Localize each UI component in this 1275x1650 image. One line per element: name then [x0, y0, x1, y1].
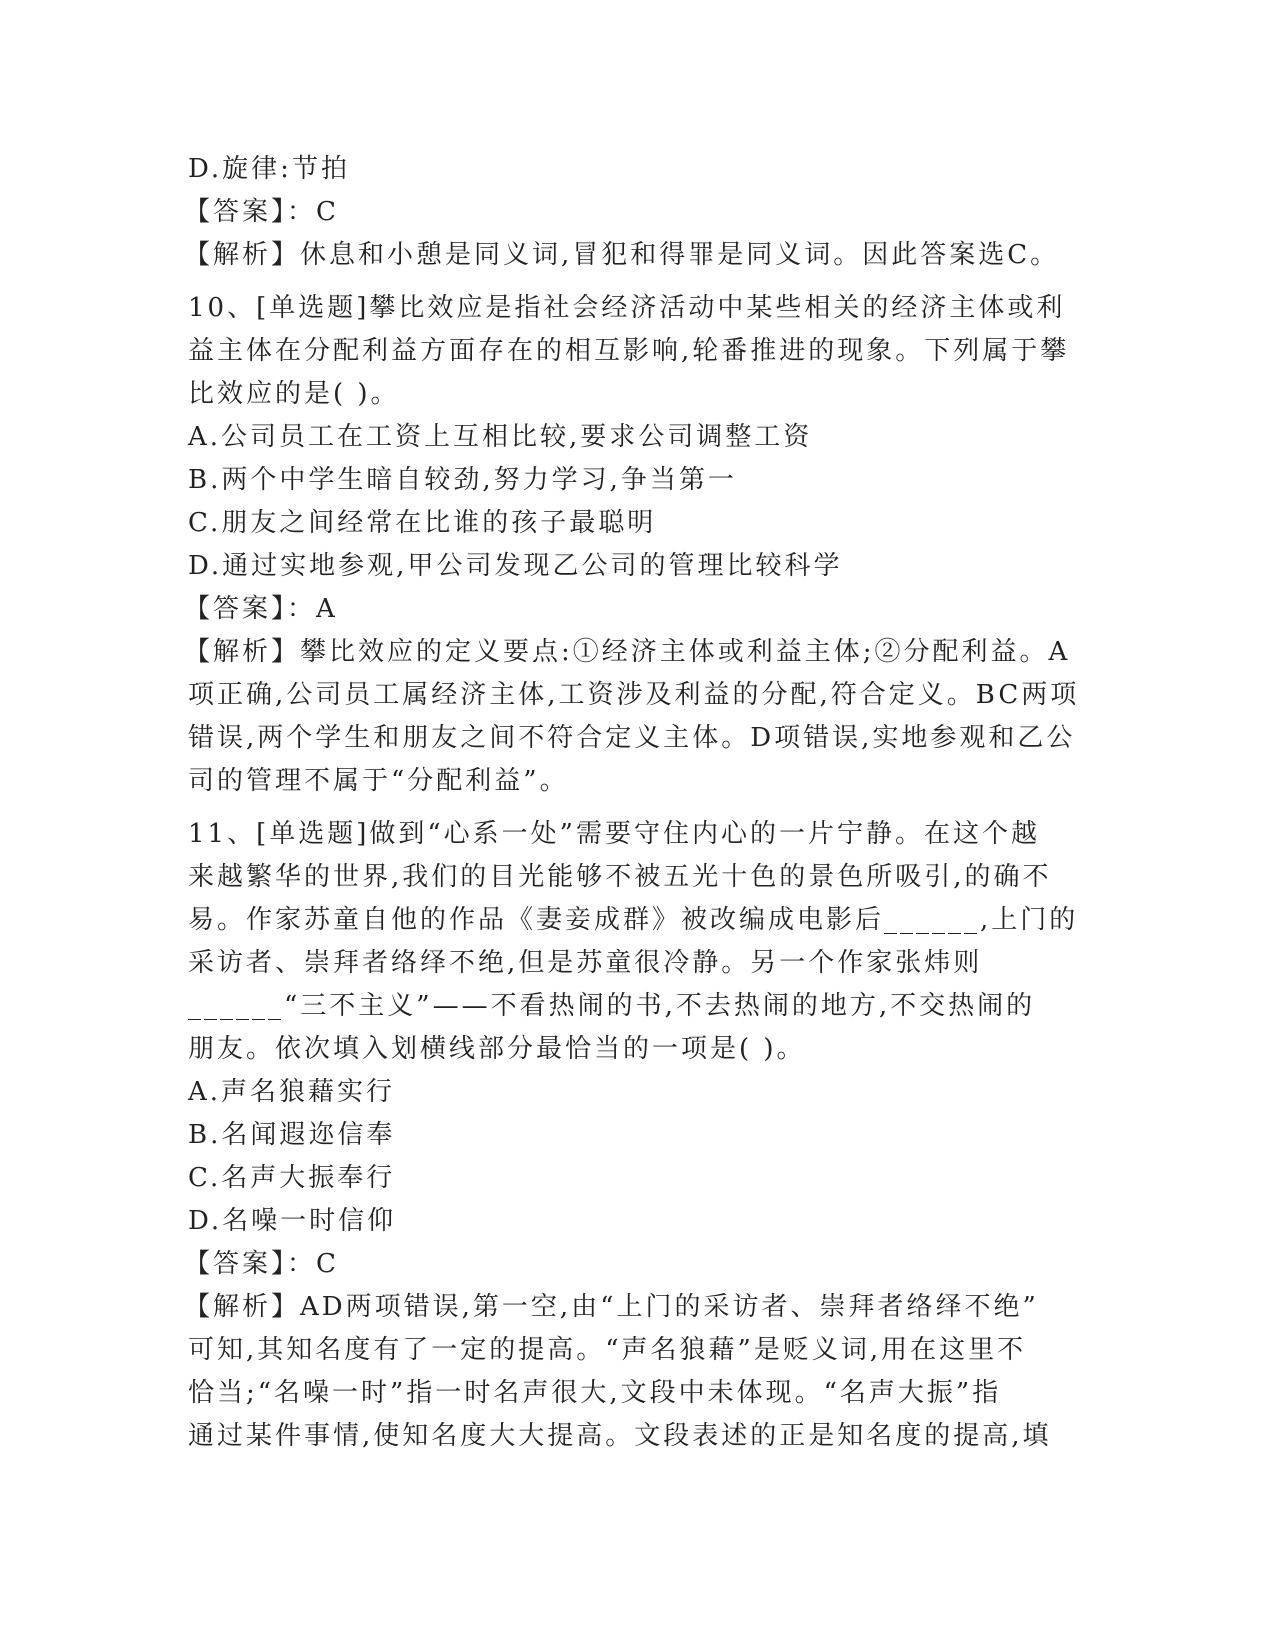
option-c: C.朋友之间经常在比谁的孩子最聪明: [188, 508, 657, 538]
question-stem-line: 比效应的是( )。: [188, 379, 400, 409]
question-stem-line: 益主体在分配利益方面存在的相互影响,轮番推进的现象。下列属于攀: [188, 336, 1070, 366]
explanation-line: 【解析】AD两项错误,第一空,由“上门的采访者、崇拜者络绎不绝”: [184, 1292, 1039, 1322]
explanation-line: 项正确,公司员工属经济主体,工资涉及利益的分配,符合定义。BC两项: [188, 680, 1080, 710]
explanation-line: 【解析】攀比效应的定义要点:①经济主体或利益主体;②分配利益。A: [184, 637, 1071, 667]
question-stem-line: 朋友。依次填入划横线部分最恰当的一项是( )。: [188, 1034, 806, 1064]
answer-line: 【答案】：A: [184, 594, 338, 624]
explanation-line: 【解析】休息和小憩是同义词,冒犯和得罪是同义词。因此答案选C。: [184, 240, 1060, 270]
document-page: [184, 148, 1088, 1458]
question-11: [184, 813, 1088, 1458]
option-d: D.名噪一时信仰: [188, 1206, 397, 1236]
carryover-block: [184, 148, 1088, 277]
explanation-line: 司的管理不属于“分配利益”。: [188, 766, 569, 796]
question-stem-line: ______“三不主义”——不看热闹的书,不去热闹的地方,不交热闹的: [188, 991, 1036, 1021]
option-b: B.两个中学生暗自较劲,努力学习,争当第一: [188, 465, 737, 495]
option-d: D.通过实地参观,甲公司发现乙公司的管理比较科学: [188, 551, 843, 581]
explanation-line: 恰当;“名噪一时”指一时名声很大,文段中未体现。“名声大振”指: [188, 1378, 1002, 1408]
option-a: A.声名狼藉实行: [188, 1077, 396, 1107]
question-stem-line: 来越繁华的世界,我们的目光能够不被五光十色的景色所吸引,的确不: [188, 862, 1052, 892]
question-stem-line: 11、[单选题]做到“心系一处”需要守住内心的一片宁静。在这个越: [188, 819, 1040, 849]
answer-line: 【答案】：C: [184, 1249, 339, 1279]
explanation-line: 通过某件事情,使知名度大大提高。文段表述的正是知名度的提高,填: [188, 1421, 1052, 1451]
question-stem-line: 10、[单选题]攀比效应是指社会经济活动中某些相关的经济主体或利: [188, 293, 1066, 323]
option-a: A.公司员工在工资上互相比较,要求公司调整工资: [188, 422, 813, 452]
option-d: D.旋律:节拍: [188, 154, 350, 184]
answer-line: 【答案】：C: [184, 197, 339, 227]
option-c: C.名声大振奉行: [188, 1163, 396, 1193]
question-stem-line: 采访者、崇拜者络绎不绝,但是苏童很冷静。另一个作家张炜则: [188, 948, 983, 978]
option-b: B.名闻遐迩信奉: [188, 1120, 396, 1150]
explanation-line: 可知,其知名度有了一定的提高。“声名狼藉”是贬义词,用在这里不: [188, 1335, 1027, 1365]
explanation-line: 错误,两个学生和朋友之间不符合定义主体。D项错误,实地参观和乙公: [188, 723, 1076, 753]
question-stem-line: 易。作家苏童自他的作品《妻妾成群》被改编成电影后______,上门的: [188, 905, 1079, 935]
question-10: [184, 287, 1088, 803]
